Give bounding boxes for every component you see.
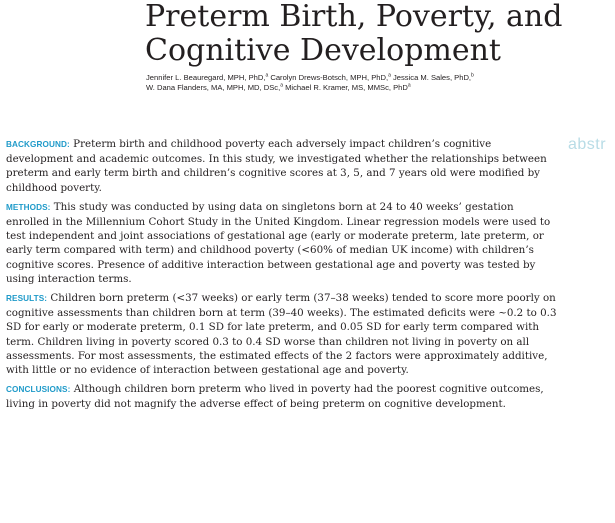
title-line-2: Cognitive Development [145,33,501,68]
author-line-2 [146,83,474,93]
abstract-results [6,291,557,377]
section-label-background: BACKGROUND: [6,140,70,149]
author-text: Jennifer L. Beauregard, MPH, PhD, [146,73,266,82]
author-line-1 [146,73,474,83]
section-text-methods: This study was conducted by using data on singletons born at 24 to 40 weeks’ gestation enrolled in the Millennium Cohort Study in the United Kingdom. Linear regression models were used to test independent and joint associations of gestational age (early or moderate preterm, late preterm, or early term compared with term) and childhood poverty (<60% of median UK income) with children’s cognitive scores. Presence of additive interaction between gestational age and poverty was tested by using interaction terms. [6,200,551,285]
section-label-results: RESULTS: [6,294,48,304]
affiliation-mark: a [280,82,283,89]
author-text: Jessica M. Sales, PhD, [390,73,472,82]
abstract-watermark: abstr [568,136,607,153]
author-text: W. Dana Flanders, MA, MPH, MD, DSc, [146,83,281,92]
section-text-results: Children born preterm (<37 weeks) or early term (37–38 weeks) tended to score more poorly on cognitive assessments than children born at term (39–40 weeks). The estimated deficits were ~0.2 to 0.3 SD for early or moderate preterm, 0.1 SD for late preterm, and 0.05 SD for early term compared with term. Children living in poverty scored 0.3 to 0.4 SD worse than children not living in poverty on all assessments. For most assessments, the estimated effects of the 2 factors were approximately additive, with little or no evidence of interaction between gestational age and poverty. [6,292,557,377]
section-label-methods: METHODS: [6,202,51,212]
section-text-background: Preterm birth and childhood poverty each adversely impact children’s cognitive development and academic outcomes. In this study, we investigated whether the relationships between preterm and early term birth and children’s cognitive scores at 3, 5, and 7 years old were modified by childhood poverty. [6,138,547,194]
section-label-conclusions: CONCLUSIONS: [6,385,71,395]
affiliation-mark: a [388,72,391,79]
title-line-1: Preterm Birth, Poverty, and [145,0,563,34]
section-text-conclusions: Although children born preterm who lived in poverty had the poorest cognitive outcomes, living in poverty did not magnify the adverse effect of being preterm on cognitive development. [6,383,544,411]
abstract-methods [6,200,557,286]
abstract [6,137,557,417]
author-text: Carolyn Drews-Botsch, MPH, PhD, [268,73,389,82]
abstract-background [6,137,557,195]
author-list [146,73,474,93]
author-text: Michael R. Kramer, MS, MMSc, PhD [282,83,408,92]
affiliation-mark: b [471,72,474,79]
affiliation-mark: a [407,82,411,89]
article-title [145,0,562,68]
abstract-conclusions [6,382,557,411]
affiliation-mark: a [265,72,269,79]
